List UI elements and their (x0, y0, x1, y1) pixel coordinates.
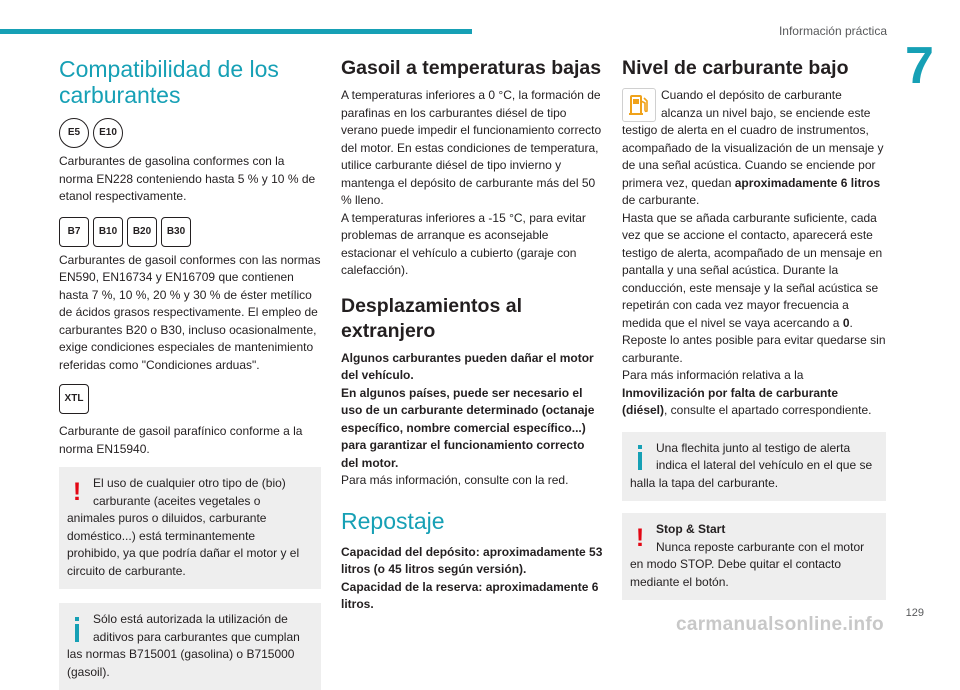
abroad-paragraph: Para más información, consulte con la red. (341, 473, 569, 487)
refuel-heading: Repostaje (341, 507, 445, 534)
xtl-badge-icon: XTL (59, 384, 89, 414)
fuel-warning-text: El uso de cualquier otro tipo de (bio) carburante (aceites vegetales o animales puros o diluidos, carburante doméstico...) está terminantemente prohibido, ya que podría dañar el motor y el circuito de carburante. (67, 476, 300, 578)
low-temp-heading: Gasoil a temperaturas bajas (341, 57, 602, 79)
b7-badge-icon: B7 (59, 217, 89, 247)
low-temp-paragraph: A temperaturas inferiores a 0 °C, la formación de parafinas en los carburantes diésel de tipo verano puede impedir el funcionamiento correcto del motor. En estas condiciones de temperatura, utilice carburante diésel de tipo invierno y mantenga el depósito de carburante más del 50 % lleno. (341, 88, 602, 207)
diesel-paragraph: Carburantes de gasoil conformes con las normas EN590, EN16734 y EN16709 que contienen hasta 7 %, 10 %, 20 % y 30 % de éster metílico de ácidos grasos respectivamente. El empleo de carburantes B20 o B30, incluso ocasionalmente, exige condiciones especiales de mantenimiento referidas como "Condiciones arduas". (59, 252, 321, 372)
diesel-badges (59, 217, 321, 247)
stop-start-text: Nunca reposte carburante con el motor en modo STOP. Debe quitar el contacto mediante el botón. (630, 539, 865, 589)
xtl-paragraph: Carburante de gasoil parafínico conforme a la norma EN15940. (59, 424, 303, 456)
low-fuel-paragraph-4: Para más información relativa a la Inmovilización por falta de carburante (diésel), consulte el apartado correspondiente. (622, 368, 872, 417)
xtl-badges (59, 384, 321, 414)
watermark-text: carmanualsonline.info (676, 614, 884, 635)
tank-capacity: Capacidad del depósito: aproximadamente 53 litros (o 45 litros según versión). (341, 544, 603, 576)
gasoline-badges (59, 118, 321, 148)
b30-badge-icon: B30 (161, 217, 191, 247)
column-low-fuel (622, 56, 886, 600)
reserve-capacity: Capacidad de la reserva: aproximadamente 6 litros. (341, 579, 599, 611)
fuel-flap-info-text: Una flechita junto al testigo de alerta indica el lateral del vehículo en el que se halla la tapa del carburante. (630, 440, 873, 490)
abroad-heading: Desplazamientos al extranjero (341, 294, 522, 342)
stop-start-warning-box (622, 513, 886, 600)
page-number: 129 (905, 607, 924, 619)
fuel-flap-info-box (622, 432, 886, 502)
abroad-bold-2: En algunos países, puede ser necesario el uso de un carburante determinado (octanaje específico, nombre comercial específico...) para garantizar el funcionamiento correcto del motor. (341, 385, 595, 470)
b10-badge-icon: B10 (93, 217, 123, 247)
fuel-warning-box (59, 467, 321, 589)
low-fuel-paragraph-3: Reposte lo antes posible para evitar quedarse sin carburante. (622, 333, 886, 365)
fuel-compatibility-heading: Compatibilidad de los carburantes (59, 56, 279, 108)
info-icon (630, 442, 650, 474)
column-fuel-compatibility (59, 56, 321, 690)
column-diesel-travel-refuel (341, 56, 603, 614)
warning-exclamation-icon: ! (635, 524, 645, 553)
additives-info-text: Sólo está autorizada la utilización de aditivos para carburantes que cumplan las normas B715001 (gasolina) o B715000 (gasoil). (67, 612, 300, 679)
low-fuel-paragraph-2: Hasta que se añada carburante suficiente, cada vez que se accione el contacto, aparecerá este testigo de alerta, acompañado de un mensaje en pantalla y una señal acústica. Durante la conducción, este mensaje y la señal acústica se repetirán con cada vez mayor frecuencia a medida que el nivel se vaya acercando a 0. (622, 210, 883, 330)
header-accent-bar (0, 29, 472, 34)
low-temp-paragraph-2: A temperaturas inferiores a -15 °C, para evitar problemas de arranque es aconsejable estacionar el vehículo a cubierto (garaje con calefacción). (341, 210, 586, 277)
chapter-number: 7 (905, 37, 934, 95)
low-fuel-heading: Nivel de carburante bajo (622, 57, 849, 79)
header-section-title: Información práctica (778, 24, 887, 38)
gasoline-paragraph: Carburantes de gasolina conformes con la norma EN228 conteniendo hasta 5 % y 10 % de etanol respectivamente. (59, 154, 316, 203)
warning-exclamation-icon: ! (72, 478, 82, 507)
stop-start-title: Stop & Start (656, 522, 726, 536)
fuel-pump-warning-icon (622, 88, 656, 122)
info-icon (67, 613, 87, 645)
e10-badge-icon: E10 (93, 118, 123, 148)
b20-badge-icon: B20 (127, 217, 157, 247)
low-fuel-paragraph-1: Cuando el depósito de carburante alcanza un nivel bajo, se enciende este testigo de alerta en el cuadro de instrumentos, acompañado de la visualización de un mensaje y de una señal acústica. Cuando se enciende por primera vez, quedan aproximadamente 6 litros de carburante. (622, 88, 884, 207)
abroad-bold-1: Algunos carburantes pueden dañar el motor del vehículo. (341, 350, 594, 382)
additives-info-box (59, 603, 321, 690)
e5-badge-icon: E5 (59, 118, 89, 148)
